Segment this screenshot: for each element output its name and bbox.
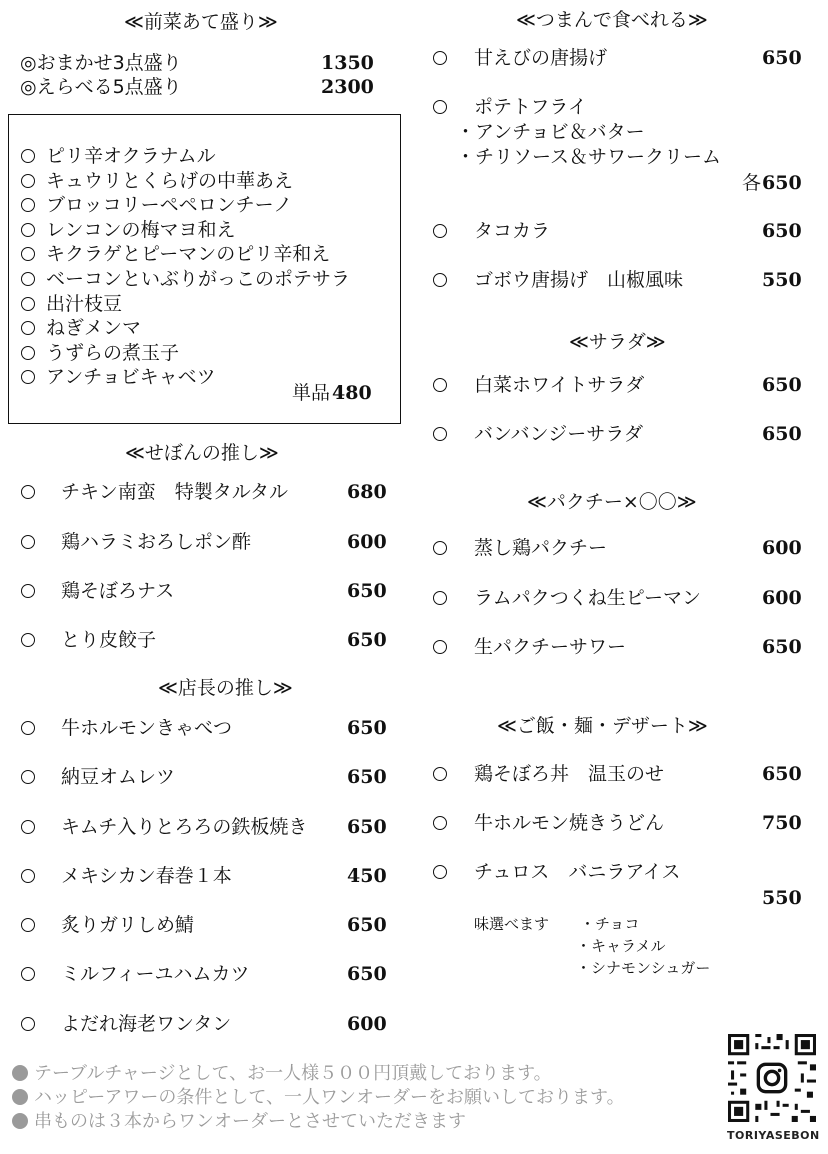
circle-bullet-icon xyxy=(21,272,35,286)
menu-item-bullet xyxy=(21,864,35,888)
menu-item-price: 650 xyxy=(347,766,387,788)
menu-item-price: 650 xyxy=(347,914,387,936)
tsumande-1-price: 650 xyxy=(762,47,802,69)
menu-item-price: 650 xyxy=(762,636,802,658)
churros-price: 550 xyxy=(762,887,802,909)
omakase-3-label: ◎おまかせ3点盛り xyxy=(20,52,182,74)
zensai-option: キクラゲとピーマンのピリ辛和え xyxy=(46,243,331,266)
tsumande-4-price: 550 xyxy=(762,269,802,291)
heading-gohan: ≪ご飯・麺・デザート≫ xyxy=(497,715,708,737)
footer-note-2-text: ハッピーアワーの条件として、一人ワンオーダーをお願いしております。 xyxy=(34,1087,625,1108)
menu-item-bullet xyxy=(433,635,447,659)
menu-item-price: 650 xyxy=(347,963,387,985)
menu-item-price: 600 xyxy=(762,587,802,609)
menu-item-name: メキシカン春巻１本 xyxy=(61,865,232,887)
tsumande-3-price: 650 xyxy=(762,220,802,242)
menu-item-bullet xyxy=(21,913,35,937)
circle-bullet-icon xyxy=(21,346,35,360)
heading-tencho: ≪店長の推し≫ xyxy=(158,677,293,699)
menu-item-bullet xyxy=(21,218,35,242)
menu-item-bullet xyxy=(21,316,35,340)
circle-bullet-icon xyxy=(21,247,35,261)
circle-bullet-icon xyxy=(433,224,447,238)
circle-bullet-icon xyxy=(21,633,35,647)
menu-item-name: ラムパクつくね生ピーマン xyxy=(474,587,702,609)
box-unit-label xyxy=(292,381,330,405)
menu-item-price: 450 xyxy=(347,865,387,887)
zensai-option: レンコンの梅マヨ和え xyxy=(46,218,236,241)
bullet-dot-icon xyxy=(12,1065,28,1081)
circle-bullet-icon xyxy=(21,198,35,212)
circle-bullet-icon xyxy=(433,541,447,555)
menu-item-price: 650 xyxy=(762,374,802,396)
menu-item-bullet xyxy=(21,292,35,316)
omakase-5-label: ◎えらべる5点盛り xyxy=(20,76,182,98)
tsumande-2-name: ポテトフライ xyxy=(474,96,587,118)
menu-item xyxy=(433,46,447,70)
menu-item-price: 600 xyxy=(347,1013,387,1035)
zensai-option: アンチョビキャベツ xyxy=(46,366,216,389)
circle-bullet-icon xyxy=(433,51,447,65)
menu-item-price: 600 xyxy=(762,537,802,559)
menu-item-bullet xyxy=(21,193,35,217)
menu-item-price: 650 xyxy=(347,717,387,739)
circle-bullet-icon xyxy=(21,174,35,188)
circle-bullet-icon xyxy=(433,100,447,114)
menu-item-bullet xyxy=(21,169,35,193)
circle-bullet-icon xyxy=(433,816,447,830)
menu-item-bullet xyxy=(21,815,35,839)
menu-item-price: 650 xyxy=(762,423,802,445)
footer-note-1-text: テーブルチャージとして、お一人様５００円頂戴しております。 xyxy=(34,1063,552,1084)
churros-opt1: ・チョコ xyxy=(580,915,640,933)
footer-note-1 xyxy=(12,1063,552,1085)
omakase-3-price: 1350 xyxy=(321,52,374,74)
heading-tsumande: ≪つまんで食べれる≫ xyxy=(516,9,708,31)
circle-bullet-icon xyxy=(21,918,35,932)
menu-item-bullet xyxy=(21,1012,35,1036)
menu-item-name: 生パクチーサワー xyxy=(474,636,627,658)
footer-note-3 xyxy=(12,1111,466,1133)
menu-item-bullet xyxy=(21,144,35,168)
zensai-option: 出汁枝豆 xyxy=(46,292,123,315)
tsumande-2-sub2: ・チリソース＆サワークリーム xyxy=(456,146,722,168)
menu-item-bullet xyxy=(21,530,35,554)
circle-bullet-icon xyxy=(21,535,35,549)
churros-name: チュロス バニラアイス xyxy=(474,861,681,883)
menu-item-name: 納豆オムレツ xyxy=(61,766,176,788)
circle-bullet-icon xyxy=(21,297,35,311)
tsumande-1-name: 甘えびの唐揚げ xyxy=(474,47,608,69)
circle-bullet-icon xyxy=(21,1017,35,1031)
brand-name: TORIYASEBON xyxy=(727,1129,820,1142)
tsumande-2-sub1: ・アンチョビ＆バター xyxy=(456,121,645,143)
menu-item-name: 鶏ハラミおろしポン酢 xyxy=(61,531,252,553)
circle-bullet-icon xyxy=(433,273,447,287)
menu-item-name: 鶏そぼろナス xyxy=(61,580,175,602)
zensai-option: ねぎメンマ xyxy=(46,317,142,340)
circle-bullet-icon xyxy=(21,223,35,237)
bullet-dot-icon xyxy=(12,1089,28,1105)
zensai-option: ベーコンといぶりがっこのポテサラ xyxy=(46,268,351,290)
menu-item-name: 白菜ホワイトサラダ xyxy=(474,374,645,396)
menu-item-price: 750 xyxy=(762,812,802,834)
circle-bullet-icon xyxy=(21,770,35,784)
tsumande-3-name: タコカラ xyxy=(474,220,551,242)
menu-item-price: 600 xyxy=(347,531,387,553)
zensai-option: ピリ辛オクラナムル xyxy=(46,145,216,167)
menu-item-name: キムチ入りとろろの鉄板焼き xyxy=(61,816,308,838)
menu-item-name: 炙りガリしめ鯖 xyxy=(61,914,195,936)
menu-item-bullet xyxy=(21,716,35,740)
menu-item xyxy=(433,219,447,243)
circle-bullet-icon xyxy=(21,820,35,834)
circle-bullet-icon xyxy=(21,321,35,335)
circle-bullet-icon xyxy=(21,869,35,883)
bullet-dot-icon xyxy=(12,1113,28,1129)
circle-bullet-icon xyxy=(21,370,35,384)
tsumande-2-price-prefix: 各 xyxy=(742,172,762,194)
circle-bullet-icon xyxy=(21,485,35,499)
omakase-5-price: 2300 xyxy=(321,76,374,98)
heading-pakuchi: ≪パクチー×〇〇≫ xyxy=(527,491,697,513)
heading-zensai: ≪前菜あて盛り≫ xyxy=(124,11,278,33)
menu-item-name: ミルフィーユハムカツ xyxy=(61,963,250,985)
churros-opt2: ・キャラメル xyxy=(576,937,666,955)
menu-item-bullet xyxy=(21,242,35,266)
circle-bullet-icon xyxy=(21,967,35,981)
menu-item-name: 牛ホルモン焼きうどん xyxy=(474,812,665,834)
menu-item-bullet xyxy=(433,762,447,786)
circle-bullet-icon xyxy=(433,378,447,392)
menu-item-price: 650 xyxy=(347,629,387,651)
footer-note-2 xyxy=(12,1087,625,1109)
box-unit-text: 単品 xyxy=(292,382,331,404)
menu-item-name: チキン南蛮 特製タルタル xyxy=(61,481,289,503)
zensai-option: うずらの煮玉子 xyxy=(46,341,180,364)
menu-item-bullet xyxy=(433,586,447,610)
tsumande-2-price: 650 xyxy=(762,172,802,194)
menu-item-bullet xyxy=(21,628,35,652)
menu-item-bullet xyxy=(21,579,35,603)
churros-note: 味選べます xyxy=(474,915,550,933)
zensai-option: キュウリとくらげの中華あえ xyxy=(46,169,294,192)
footer-note-3-text: 串ものは３本からワンオーダーとさせていただきます xyxy=(34,1111,466,1132)
menu-item-name: よだれ海老ワンタン xyxy=(61,1013,232,1035)
menu-item-bullet xyxy=(21,267,35,291)
menu-item-name: 鶏そぼろ丼 温玉のせ xyxy=(474,763,665,785)
circle-bullet-icon xyxy=(21,149,35,163)
menu-item-name: とり皮餃子 xyxy=(61,629,157,651)
circle-bullet-icon xyxy=(433,591,447,605)
churros-opt3: ・シナモンシュガー xyxy=(576,959,711,977)
circle-bullet-icon xyxy=(21,721,35,735)
circle-bullet-icon xyxy=(433,767,447,781)
menu-item xyxy=(433,268,447,292)
box-unit-price: 480 xyxy=(332,382,372,404)
menu-item-bullet xyxy=(21,765,35,789)
menu-item-bullet xyxy=(433,536,447,560)
menu-item-bullet xyxy=(21,480,35,504)
zensai-option: ブロッコリーペペロンチーノ xyxy=(46,194,293,217)
menu-item-price: 650 xyxy=(347,580,387,602)
tsumande-4-name: ゴボウ唐揚げ 山椒風味 xyxy=(474,269,684,291)
menu-item xyxy=(433,860,447,884)
menu-item-price: 680 xyxy=(347,481,387,503)
menu-item-bullet xyxy=(21,365,35,389)
circle-bullet-icon xyxy=(433,640,447,654)
menu-item-price: 650 xyxy=(347,816,387,838)
circle-bullet-icon xyxy=(433,865,447,879)
qr-code-icon[interactable] xyxy=(728,1034,816,1122)
menu-item-name: 牛ホルモンきゃべつ xyxy=(61,717,233,739)
menu-item-bullet xyxy=(433,373,447,397)
heading-salad: ≪サラダ≫ xyxy=(569,331,666,353)
circle-bullet-icon xyxy=(21,584,35,598)
circle-bullet-icon xyxy=(433,427,447,441)
menu-item-price: 650 xyxy=(762,763,802,785)
menu-item-bullet xyxy=(21,962,35,986)
menu-item-bullet xyxy=(21,341,35,365)
heading-sebon: ≪せぼんの推し≫ xyxy=(125,442,279,464)
menu-item-name: 蒸し鶏パクチー xyxy=(474,537,608,559)
menu-item-bullet xyxy=(433,811,447,835)
menu-item-name: バンバンジーサラダ xyxy=(474,423,644,445)
menu-item-bullet xyxy=(433,422,447,446)
menu-item xyxy=(433,95,447,119)
